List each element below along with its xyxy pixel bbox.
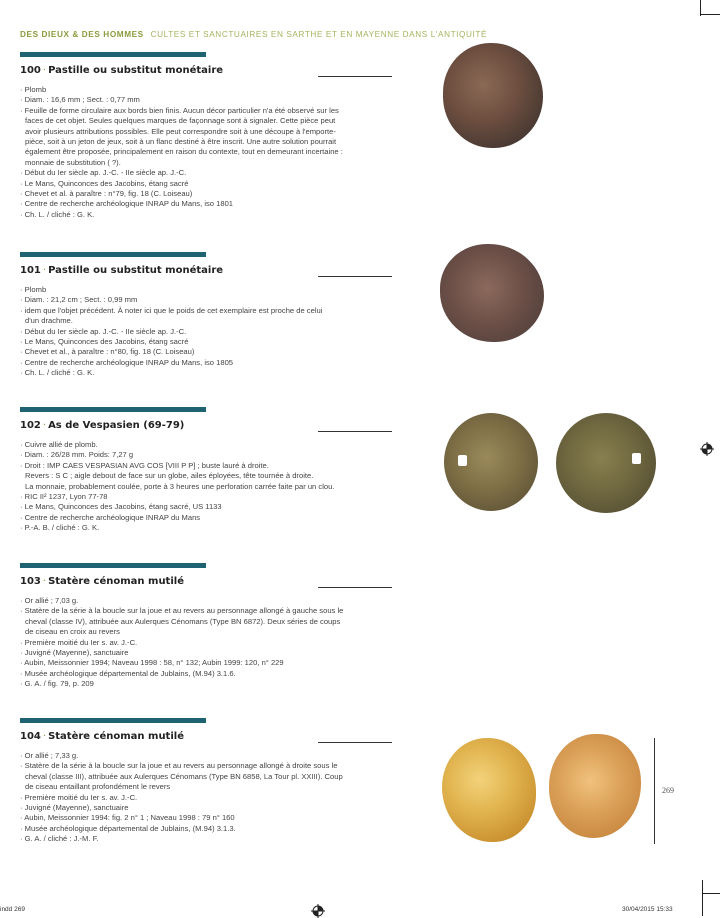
section-bar (20, 718, 206, 723)
coin-photo-101 (440, 244, 544, 342)
section-bar (20, 52, 206, 57)
detail-line: également être proposée, principalement en raison du contexte, tout en demeurant incertaine : (25, 147, 343, 157)
crop-mark-bottom-right (702, 893, 720, 894)
entry-title (20, 731, 400, 742)
entry-title (20, 420, 400, 431)
detail-line: monnaie de substitution ( ?). (25, 157, 121, 167)
entry-separator: · (42, 265, 47, 276)
detail-line: · RIC II² 1237, Lyon 77-78 (20, 492, 108, 502)
entry-title (20, 576, 400, 587)
entry-number: 102 (20, 420, 41, 431)
detail-line: · Aubin, Meissonnier 1994: fig. 2 n° 1 ; Naveau 1998 : 79 n° 160 (20, 813, 235, 823)
header-series-title: DES DIEUX & DES HOMMES (20, 30, 144, 39)
title-underline (318, 431, 392, 432)
detail-line: Revers : S C ; aigle debout de face sur un globe, ailes éployées, tête tournée à droite. (25, 471, 314, 481)
detail-line: cheval (classe III), attribuée aux Aulerques Cénomans (Type BN 6858, La Tour pl. XXIII). Coup (25, 771, 343, 781)
entry-title-row (20, 265, 400, 285)
crop-mark-top-right-h (700, 14, 720, 15)
title-underline (318, 76, 392, 77)
detail-line: pièce, soit à un jeton de jeux, soit à un flanc destiné à être inscrit. Une autre solution pourrait (25, 137, 337, 147)
coin-perforation (458, 455, 467, 466)
entry-title-text: Statère cénoman mutilé (48, 576, 184, 587)
detail-line: · Droit : IMP CAES VESPASIAN AVG COS [VIII P P] ; buste lauré à droite. (20, 460, 269, 470)
detail-line: · Début du Ier siècle ap. J.-C. - IIe siècle ap. J.-C. (20, 168, 187, 178)
detail-line: · Le Mans, Quinconces des Jacobins, étang sacré (20, 337, 189, 347)
detail-line: de ciseau en croix au revers (25, 627, 120, 637)
entry-title-row (20, 65, 400, 85)
entry-separator: · (42, 420, 47, 431)
detail-line: avoir plusieurs attributions possibles. Elle peut correspondre soit à une découpe à l'emporte- (25, 126, 336, 136)
detail-line: · G. A. / fig. 79, p. 209 (20, 679, 94, 689)
detail-line: · Or allié ; 7,33 g. (20, 751, 79, 760)
entry-number: 100 (20, 65, 41, 76)
detail-line: · Ch. L. / cliché : G. K. (20, 209, 95, 219)
detail-line: La monnaie, probablement coulée, porte à 3 heures une perforation carrée faite par un clou. (25, 481, 335, 491)
entry-title-row (20, 420, 400, 440)
title-underline (318, 587, 392, 588)
entry-title-row (20, 731, 400, 751)
coin-perforation (632, 453, 641, 464)
page-number: 269 (662, 786, 674, 795)
detail-line: · Centre de recherche archéologique INRAP du Mans, iso 1805 (20, 357, 234, 367)
detail-line: · Statère de la série à la boucle sur la joue et au revers au personnage allongé à gauche sous le (20, 606, 344, 616)
catalog-entry-102 (20, 407, 400, 534)
catalog-entry-104 (20, 718, 400, 845)
catalog-entry-103 (20, 563, 400, 690)
footer-timestamp: 30/04/2015 15:33 (622, 906, 673, 913)
detail-line: · G. A. / cliché : J.-M. F. (20, 834, 99, 844)
registration-mark-icon (700, 442, 714, 456)
entry-details (20, 285, 400, 379)
detail-line: · Cuivre allié de plomb. (20, 440, 98, 449)
entry-title-row (20, 576, 400, 596)
section-bar (20, 563, 206, 568)
detail-line: · Première moitié du Ier s. av. J.-C. (20, 792, 138, 802)
header-book-title: CULTES ET SANCTUAIRES EN SARTHE ET EN MAYENNE DANS L'ANTIQUITÉ (150, 30, 488, 39)
coin-photo-102-obverse (444, 413, 538, 511)
catalog-entry-101 (20, 252, 400, 379)
detail-line: · Chevet et al. à paraître : n°79, fig. 18 (C. Loiseau) (20, 189, 193, 199)
footer-file-slug: indd 269 (0, 906, 25, 913)
entry-title-text: Statère cénoman mutilé (48, 731, 184, 742)
detail-line: de ciseau entaillant profondément le revers (25, 782, 171, 792)
detail-line: · Plomb (20, 285, 47, 294)
catalog-entry-100 (20, 52, 400, 220)
entry-number: 101 (20, 265, 41, 276)
detail-line: · Ch. L. / cliché : G. K. (20, 368, 95, 378)
crop-mark-bottom-right-v (702, 880, 703, 916)
entry-separator: · (42, 65, 47, 76)
title-underline (318, 742, 392, 743)
detail-line: · Centre de recherche archéologique INRAP du Mans (20, 512, 201, 522)
detail-line: · Juvigné (Mayenne), sanctuaire (20, 803, 129, 813)
detail-line: · Plomb (20, 85, 47, 94)
page-number-rule (654, 738, 655, 844)
entry-details (20, 751, 400, 845)
detail-line: · Musée archéologique départemental de Jublains, (M.94) 3.1.3. (20, 823, 236, 833)
entry-title-text: As de Vespasien (69-79) (48, 420, 185, 431)
detail-line: · Musée archéologique départemental de Jublains, (M.94) 3.1.6. (20, 668, 236, 678)
entry-title (20, 265, 400, 276)
running-header (20, 30, 487, 39)
entry-separator: · (42, 731, 47, 742)
entry-title-text: Pastille ou substitut monétaire (48, 265, 224, 276)
detail-line: · Diam. : 26/28 mm. Poids: 7,27 g (20, 450, 134, 460)
detail-line: · Chevet et al., à paraître : n°80, fig. 18 (C. Loiseau) (20, 347, 195, 357)
section-bar (20, 252, 206, 257)
detail-line: · Première moitié du Ier s. av. J.-C. (20, 637, 138, 647)
detail-line: · Centre de recherche archéologique INRAP du Mans, iso 1801 (20, 199, 234, 209)
coin-photo-104-reverse (549, 734, 641, 838)
detail-line: · Or allié ; 7,03 g. (20, 596, 79, 605)
entry-separator: · (42, 576, 47, 587)
coin-photo-102-reverse (556, 413, 656, 513)
entry-number: 104 (20, 731, 41, 742)
entry-title-text: Pastille ou substitut monétaire (48, 65, 224, 76)
entry-number: 103 (20, 576, 41, 587)
detail-line: · Feuille de forme circulaire aux bords bien finis. Aucun décor particulier n'a été observé sur les (20, 105, 339, 115)
detail-line: · Le Mans, Quinconces des Jacobins, étang sacré (20, 178, 189, 188)
entry-details (20, 440, 400, 534)
detail-line: · Aubin, Meissonnier 1994; Naveau 1998 : 58, n° 132; Aubin 1999: 120, n° 229 (20, 658, 284, 668)
title-underline (318, 276, 392, 277)
detail-line: · Diam. : 16,6 mm ; Sect. : 0,77 mm (20, 95, 140, 105)
detail-line: cheval (classe IV), attribuée aux Aulerques Cénomans (Type BN 6872). Deux séries de coups (25, 616, 341, 626)
detail-line: · Statère de la série à la boucle sur la joue et au revers au personnage allongé à droite sous le (20, 761, 338, 771)
entry-details (20, 85, 400, 220)
coin-photo-100 (443, 43, 543, 148)
section-bar (20, 407, 206, 412)
coin-photo-104-obverse (442, 738, 536, 842)
detail-line: · Début du Ier siècle ap. J.-C. - IIe siècle ap. J.-C. (20, 326, 187, 336)
detail-line: d'un drachme. (25, 316, 73, 326)
detail-line: faces de cet objet. Seules quelques marques de façonnage sont à signaler. Cette pièce peut (25, 116, 336, 126)
detail-line: · idem que l'objet précédent. À noter ici que le poids de cet exemplaire est proche de celui (20, 305, 323, 315)
entry-details (20, 596, 400, 690)
detail-line: · Le Mans, Quinconces des Jacobins, étang sacré, US 1133 (20, 502, 222, 512)
detail-line: · Diam. : 21,2 cm ; Sect. : 0,99 mm (20, 295, 138, 305)
entry-title (20, 65, 400, 76)
detail-line: · P.-A. B. / cliché : G. K. (20, 523, 100, 533)
detail-line: · Juvigné (Mayenne), sanctuaire (20, 648, 129, 658)
